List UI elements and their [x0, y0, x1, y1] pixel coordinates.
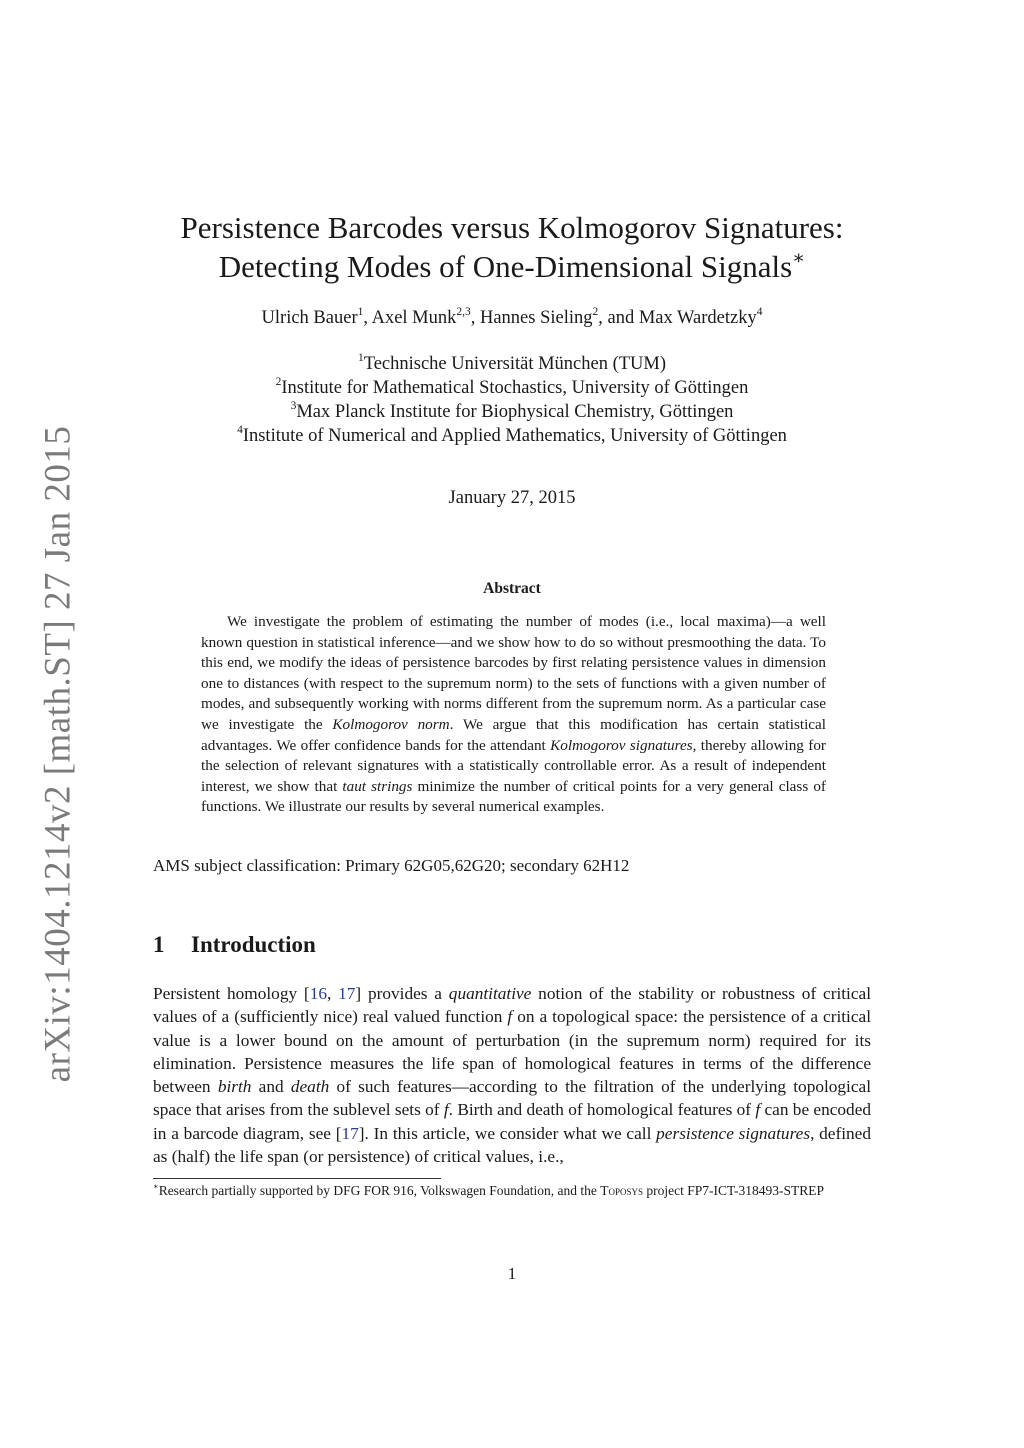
affiliation: $^1$Technische Universität München (TUM): [357, 351, 667, 374]
citation-link[interactable]: 17: [341, 1123, 359, 1143]
affiliation: $^4$Institute of Numerical and Applied Mathematics, University of Göttingen: [237, 423, 787, 446]
section-number: 1: [153, 932, 165, 957]
author: Max Wardetzky$^4$: [638, 305, 763, 328]
introduction-paragraph: Persistent homology [16, 17] provides a quantitative notion of the stability or robustness of critical values of a (sufficiently nice) real valued function f on a topological space: the persistence of a critical value is a lower bound on the amount of perturbation (in the supremum norm) required for its elimination. Persistence measures the life span of homological features in terms of the difference between birth and death of such features—according to the filtration of the underlying topological space that arises from the sublevel sets of f. Birth and death of homological features of f can be encoded in a barcode diagram, see [17]. In this article, we consider what we call persistence signatures, defined as (half) the life span (or persistence) of critical values, i.e.,: [153, 984, 872, 1167]
affiliation-list: [0, 352, 1024, 448]
footnote-rule: [153, 1178, 441, 1179]
author: Axel Munk$^{2,3}$,: [371, 305, 480, 328]
ams-classification: AMS subject classification: Primary 62G05,62G20; secondary 62H12: [153, 856, 630, 875]
title-line-1: Persistence Barcodes versus Kolmogorov Signatures:: [180, 210, 844, 245]
author: Hannes Sieling$^2$, and: [479, 305, 639, 328]
section-title: Introduction: [191, 932, 316, 957]
affiliation: $^3$Max Planck Institute for Biophysical Chemistry, Göttingen: [290, 399, 734, 422]
arxiv-identifier: arXiv:1404.1214v2 [math.ST] 27 Jan 2015: [37, 425, 79, 1083]
abstract-text: We investigate the problem of estimating the number of modes (i.e., local maxima)—a well known question in statistical inference—and we show how to do so without presmoothing the data. To this end, we modify the ideas of persistence barcodes by first relating persistence values in dimension one to distances (with respect to the supremum norm) to the sets of functions with a given number of modes, and subsequently working with norms different from the supremum norm. As a particular case we investigate the Kolmogorov norm. We argue that this modification has certain statistical advantages. We offer confidence bands for the attendant Kolmogorov signatures, thereby allowing for the selection of relevant signatures with a statistically controllable error. As a result of independent interest, we show that taut strings minimize the number of critical points for a very general class of functions. We illustrate our results by several numerical examples.: [201, 613, 827, 816]
abstract-heading: Abstract: [483, 580, 541, 597]
paper-title: [0, 208, 1024, 286]
publication-date: January 27, 2015: [448, 488, 576, 508]
citation-link[interactable]: 17: [338, 984, 356, 1003]
title-line-2: Detecting Modes of One-Dimensional Signals∗: [218, 247, 806, 284]
page-number: 1: [507, 1264, 517, 1283]
footnote: ∗Research partially supported by DFG FOR 916, Volkswagen Foundation, and the Toposys project FP7-ICT-318493-STREP: [153, 1181, 825, 1198]
author: Ulrich Bauer$^1$,: [261, 305, 372, 328]
citation-link[interactable]: 16: [309, 984, 327, 1003]
author-list: [0, 305, 1024, 329]
section-heading: [153, 932, 316, 958]
title-footnote-mark: ∗: [792, 247, 806, 269]
affiliation: $^2$Institute for Mathematical Stochastics, University of Göttingen: [275, 375, 749, 398]
